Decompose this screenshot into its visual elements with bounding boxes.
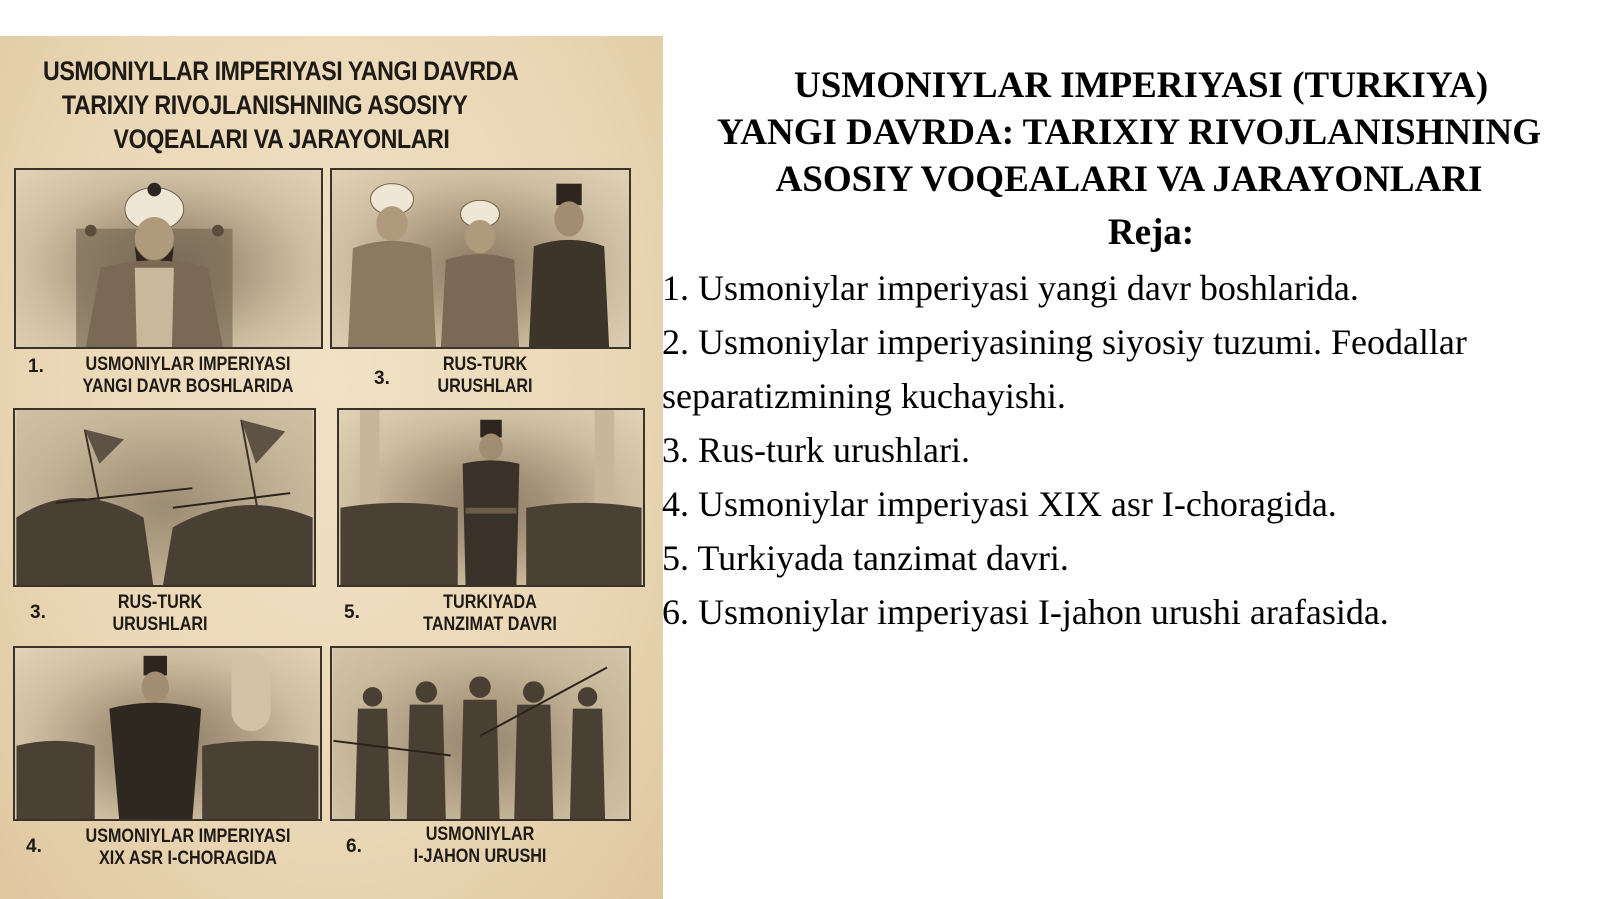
panel-battle-illustration	[13, 408, 316, 587]
officer-in-hall-icon	[339, 410, 643, 585]
sultan-on-throne-icon	[16, 170, 321, 347]
panel-caption	[75, 592, 245, 636]
plan-item: 5. Turkiyada tanzimat davri.	[662, 538, 1069, 578]
panel-number: 6.	[346, 836, 362, 857]
panel-number: 4.	[26, 836, 42, 857]
slide-content	[662, 62, 1584, 639]
panel-caption	[387, 824, 574, 868]
panel-caption	[400, 354, 570, 398]
panel-caption	[69, 354, 307, 398]
panel-number: 5.	[344, 602, 360, 623]
caption-line: RUS-TURK	[117, 592, 203, 613]
officer-with-council-icon	[15, 648, 320, 819]
battle-with-flags-icon	[15, 410, 314, 585]
plan-item: 4. Usmoniylar imperiyasi XIX asr I-choragida.	[662, 484, 1337, 524]
panel-number: 3.	[374, 368, 390, 389]
soldiers-marching-icon	[332, 648, 629, 819]
panel-number: 1.	[28, 356, 44, 377]
plan-item: 2. Usmoniylar imperiyasining siyosiy tuzumi. Feodallar separatizmining kuchayishi.	[662, 322, 1467, 416]
panel-caption	[388, 592, 592, 636]
slide-title	[674, 62, 1584, 203]
plan-item: 6. Usmoniylar imperiyasi I-jahon urushi arafasida.	[662, 592, 1389, 632]
poster-title-line: TARIXIY RIVOJLANISHNING ASOSIYY	[61, 90, 468, 120]
caption-line: YANGI DAVR BOSHLARIDA	[82, 376, 294, 397]
caption-line: XIX ASR I-CHORAGIDA	[99, 848, 277, 869]
plan-item: 3. Rus-turk urushlari.	[662, 430, 970, 470]
panel-soldiers-illustration	[330, 646, 631, 821]
caption-line: USMONIYLAR IMPERIYASI	[85, 354, 291, 375]
slide-title-line: ASOSIY VOQEALARI VA JARAYONLARI	[775, 159, 1483, 200]
panel-officer-council-illustration	[13, 646, 322, 821]
slide-title-line: YANGI DAVRDA: TARIXIY RIVOJLANISHNING	[716, 112, 1541, 153]
poster-title-line: USMONIYLLAR IMPERIYASI YANGI DAVRDA	[43, 56, 519, 86]
plan-heading: Reja:	[1107, 212, 1195, 253]
caption-line: USMONIYLAR IMPERIYASI	[85, 826, 291, 847]
panel-three-men-illustration	[330, 168, 631, 349]
caption-line: URUSHLARI	[112, 614, 208, 635]
caption-line: URUSHLARI	[437, 376, 533, 397]
caption-line: TURKIYADA	[443, 592, 537, 613]
panel-number: 3.	[30, 602, 46, 623]
slide-title-line: USMONIYLAR IMPERIYASI (TURKIYA)	[794, 65, 1489, 106]
caption-line: I-JAHON URUSHI	[413, 846, 547, 867]
caption-line: USMONIYLAR	[425, 824, 535, 845]
poster-image	[0, 36, 663, 899]
caption-line: RUS-TURK	[442, 354, 528, 375]
panel-sultan-illustration	[14, 168, 323, 349]
poster-title	[0, 54, 570, 156]
three-men-talking-icon	[332, 170, 629, 347]
plan-list	[662, 261, 1584, 639]
plan-item: 1. Usmoniylar imperiyasi yangi davr boshlarida.	[662, 268, 1359, 308]
panel-officer-hall-illustration	[337, 408, 645, 587]
panel-caption	[69, 826, 307, 870]
poster-title-line: VOQEALARI VA JARAYONLARI	[113, 124, 450, 154]
caption-line: TANZIMAT DAVRI	[423, 614, 557, 635]
